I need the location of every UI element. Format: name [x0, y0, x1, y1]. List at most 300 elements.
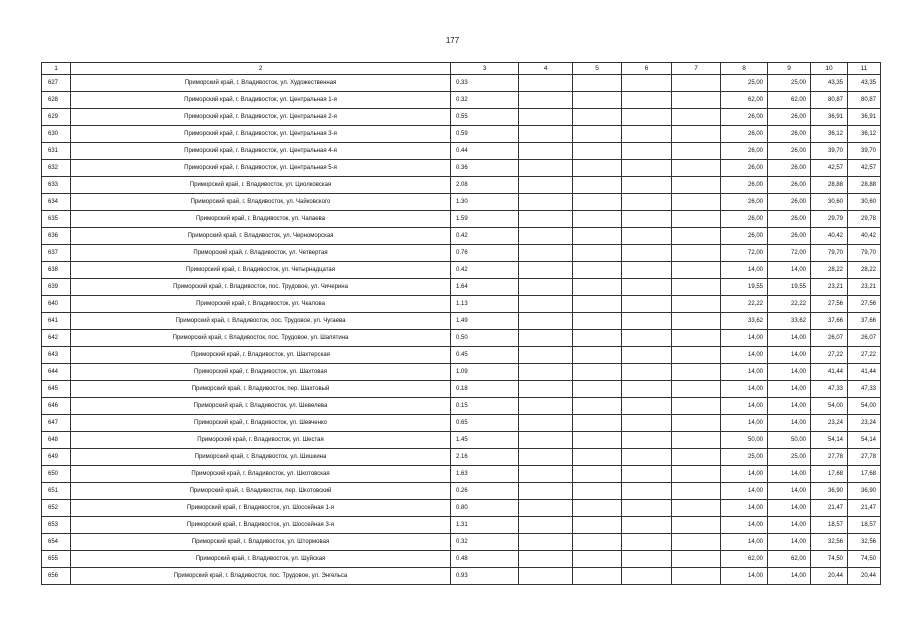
column-header-4: 4 — [519, 63, 573, 75]
value-col11: 32,56 — [848, 534, 881, 551]
table-row — [42, 432, 881, 449]
address-cell: Приморский край, г. Владивосток, ул. Центральная 4-я — [71, 143, 451, 160]
empty-col7 — [672, 177, 721, 194]
empty-col5 — [573, 364, 622, 381]
row-number: 656 — [42, 568, 71, 585]
empty-col4 — [519, 381, 573, 398]
empty-col5 — [573, 381, 622, 398]
empty-col5 — [573, 245, 622, 262]
empty-col6 — [622, 211, 672, 228]
value-col8: 33,62 — [721, 313, 768, 330]
value-col3: 0.55 — [451, 109, 519, 126]
value-col3: 0.42 — [451, 262, 519, 279]
value-col10: 43,35 — [811, 75, 848, 92]
address-cell: Приморский край, г. Владивосток, ул. Штормовая — [71, 534, 451, 551]
value-col11: 37,66 — [848, 313, 881, 330]
value-col3: 0.76 — [451, 245, 519, 262]
empty-col6 — [622, 347, 672, 364]
empty-col4 — [519, 483, 573, 500]
address-cell: Приморский край, г. Владивосток, ул. Шестая — [71, 432, 451, 449]
value-col8: 26,00 — [721, 228, 768, 245]
value-col9: 14,00 — [768, 381, 811, 398]
table-row — [42, 126, 881, 143]
address-cell: Приморский край, г. Владивосток, ул. Шишкина — [71, 449, 451, 466]
table-row — [42, 517, 881, 534]
row-number: 640 — [42, 296, 71, 313]
address-cell: Приморский край, г. Владивосток, ул. Художественная — [71, 75, 451, 92]
value-col10: 37,66 — [811, 313, 848, 330]
empty-col4 — [519, 517, 573, 534]
value-col10: 26,07 — [811, 330, 848, 347]
value-col3: 2.16 — [451, 449, 519, 466]
table-row — [42, 143, 881, 160]
value-col11: 20,44 — [848, 568, 881, 585]
value-col11: 54,00 — [848, 398, 881, 415]
value-col11: 28,88 — [848, 177, 881, 194]
value-col8: 26,00 — [721, 126, 768, 143]
value-col10: 28,22 — [811, 262, 848, 279]
table-row — [42, 75, 881, 92]
value-col8: 72,00 — [721, 245, 768, 262]
empty-col4 — [519, 466, 573, 483]
value-col3: 0.15 — [451, 398, 519, 415]
column-header-10: 10 — [811, 63, 848, 75]
value-col11: 47,33 — [848, 381, 881, 398]
value-col10: 17,68 — [811, 466, 848, 483]
empty-col5 — [573, 483, 622, 500]
value-col11: 23,21 — [848, 279, 881, 296]
row-number: 643 — [42, 347, 71, 364]
empty-col4 — [519, 194, 573, 211]
empty-col4 — [519, 75, 573, 92]
value-col10: 41,44 — [811, 364, 848, 381]
value-col9: 22,22 — [768, 296, 811, 313]
empty-col5 — [573, 551, 622, 568]
address-cell: Приморский край, г. Владивосток, ул. Шевелева — [71, 398, 451, 415]
empty-col6 — [622, 483, 672, 500]
value-col3: 1.49 — [451, 313, 519, 330]
table-row — [42, 483, 881, 500]
row-number: 655 — [42, 551, 71, 568]
value-col11: 40,42 — [848, 228, 881, 245]
value-col9: 26,00 — [768, 160, 811, 177]
value-col10: 29,79 — [811, 211, 848, 228]
table-row — [42, 534, 881, 551]
value-col10: 36,90 — [811, 483, 848, 500]
value-col11: 42,57 — [848, 160, 881, 177]
value-col10: 30,60 — [811, 194, 848, 211]
value-col3: 1.45 — [451, 432, 519, 449]
empty-col5 — [573, 109, 622, 126]
empty-col7 — [672, 415, 721, 432]
address-cell: Приморский край, г. Владивосток, пер. Шахтовый — [71, 381, 451, 398]
table-row — [42, 262, 881, 279]
table-row — [42, 109, 881, 126]
value-col11: 41,44 — [848, 364, 881, 381]
value-col8: 25,00 — [721, 449, 768, 466]
value-col10: 20,44 — [811, 568, 848, 585]
row-number: 639 — [42, 279, 71, 296]
value-col8: 62,00 — [721, 551, 768, 568]
empty-col4 — [519, 296, 573, 313]
value-col11: 36,12 — [848, 126, 881, 143]
address-cell: Приморский край, г. Владивосток, ул. Шоссейная 1-я — [71, 500, 451, 517]
value-col8: 14,00 — [721, 330, 768, 347]
empty-col7 — [672, 143, 721, 160]
value-col11: 17,68 — [848, 466, 881, 483]
table-row — [42, 177, 881, 194]
table-row — [42, 92, 881, 109]
empty-col4 — [519, 534, 573, 551]
row-number: 650 — [42, 466, 71, 483]
empty-col7 — [672, 194, 721, 211]
row-number: 645 — [42, 381, 71, 398]
value-col10: 21,47 — [811, 500, 848, 517]
row-number: 637 — [42, 245, 71, 262]
value-col10: 36,91 — [811, 109, 848, 126]
value-col11: 21,47 — [848, 500, 881, 517]
empty-col6 — [622, 126, 672, 143]
empty-col5 — [573, 75, 622, 92]
value-col3: 0.59 — [451, 126, 519, 143]
empty-col5 — [573, 279, 622, 296]
value-col3: 1.64 — [451, 279, 519, 296]
value-col8: 14,00 — [721, 262, 768, 279]
value-col8: 26,00 — [721, 177, 768, 194]
table-row — [42, 330, 881, 347]
row-number: 633 — [42, 177, 71, 194]
table-row — [42, 398, 881, 415]
address-cell: Приморский край, г. Владивосток, ул. Центральная 5-я — [71, 160, 451, 177]
value-col8: 14,00 — [721, 568, 768, 585]
value-col10: 40,42 — [811, 228, 848, 245]
value-col8: 14,00 — [721, 500, 768, 517]
empty-col4 — [519, 568, 573, 585]
address-cell: Приморский край, г. Владивосток, пос. Трудовое, ул. Энгельса — [71, 568, 451, 585]
table-row — [42, 500, 881, 517]
value-col9: 50,00 — [768, 432, 811, 449]
value-col10: 27,22 — [811, 347, 848, 364]
value-col9: 26,00 — [768, 177, 811, 194]
empty-col6 — [622, 381, 672, 398]
value-col9: 26,00 — [768, 194, 811, 211]
row-number: 649 — [42, 449, 71, 466]
empty-col7 — [672, 330, 721, 347]
empty-col5 — [573, 126, 622, 143]
value-col8: 26,00 — [721, 211, 768, 228]
value-col10: 36,12 — [811, 126, 848, 143]
empty-col4 — [519, 245, 573, 262]
value-col3: 0.50 — [451, 330, 519, 347]
value-col3: 0.44 — [451, 143, 519, 160]
value-col11: 27,78 — [848, 449, 881, 466]
value-col8: 22,22 — [721, 296, 768, 313]
address-cell: Приморский край, г. Владивосток, ул. Шкотовская — [71, 466, 451, 483]
empty-col6 — [622, 534, 672, 551]
empty-col7 — [672, 296, 721, 313]
value-col3: 0.32 — [451, 92, 519, 109]
value-col11: 79,70 — [848, 245, 881, 262]
empty-col7 — [672, 347, 721, 364]
empty-col5 — [573, 313, 622, 330]
value-col11: 36,91 — [848, 109, 881, 126]
empty-col4 — [519, 211, 573, 228]
empty-col5 — [573, 177, 622, 194]
row-number: 646 — [42, 398, 71, 415]
empty-col5 — [573, 432, 622, 449]
row-number: 631 — [42, 143, 71, 160]
empty-col6 — [622, 177, 672, 194]
column-header-1: 1 — [42, 63, 71, 75]
empty-col5 — [573, 347, 622, 364]
value-col9: 14,00 — [768, 517, 811, 534]
value-col3: 1.09 — [451, 364, 519, 381]
row-number: 653 — [42, 517, 71, 534]
value-col3: 1.13 — [451, 296, 519, 313]
table-row — [42, 160, 881, 177]
row-number: 647 — [42, 415, 71, 432]
column-header-9: 9 — [768, 63, 811, 75]
row-number: 632 — [42, 160, 71, 177]
empty-col6 — [622, 449, 672, 466]
empty-col7 — [672, 381, 721, 398]
value-col9: 26,00 — [768, 211, 811, 228]
data-table — [41, 62, 881, 585]
address-cell: Приморский край, г. Владивосток, ул. Чайковского — [71, 194, 451, 211]
row-number: 630 — [42, 126, 71, 143]
empty-col7 — [672, 126, 721, 143]
table-row — [42, 381, 881, 398]
address-cell: Приморский край, г. Владивосток, ул. Черноморская — [71, 228, 451, 245]
value-col10: 74,50 — [811, 551, 848, 568]
value-col9: 26,00 — [768, 109, 811, 126]
value-col9: 14,00 — [768, 347, 811, 364]
address-cell: Приморский край, г. Владивосток, ул. Чкалова — [71, 296, 451, 313]
value-col10: 80,87 — [811, 92, 848, 109]
value-col3: 0.33 — [451, 75, 519, 92]
value-col8: 14,00 — [721, 415, 768, 432]
value-col9: 62,00 — [768, 551, 811, 568]
row-number: 654 — [42, 534, 71, 551]
value-col8: 50,00 — [721, 432, 768, 449]
page-number: 177 — [445, 36, 460, 45]
table-row — [42, 194, 881, 211]
empty-col6 — [622, 194, 672, 211]
address-cell: Приморский край, г. Владивосток, ул. Шахтовая — [71, 364, 451, 381]
value-col10: 47,33 — [811, 381, 848, 398]
value-col9: 14,00 — [768, 534, 811, 551]
row-number: 648 — [42, 432, 71, 449]
value-col11: 80,87 — [848, 92, 881, 109]
empty-col5 — [573, 262, 622, 279]
empty-col4 — [519, 364, 573, 381]
column-header-7: 7 — [672, 63, 721, 75]
value-col8: 26,00 — [721, 143, 768, 160]
table-row — [42, 449, 881, 466]
table-row — [42, 415, 881, 432]
value-col10: 27,56 — [811, 296, 848, 313]
value-col3: 1.59 — [451, 211, 519, 228]
empty-col4 — [519, 551, 573, 568]
empty-col6 — [622, 75, 672, 92]
header-row — [42, 63, 881, 75]
value-col9: 26,00 — [768, 228, 811, 245]
row-number: 636 — [42, 228, 71, 245]
table-row — [42, 296, 881, 313]
empty-col5 — [573, 568, 622, 585]
empty-col7 — [672, 517, 721, 534]
row-number: 651 — [42, 483, 71, 500]
empty-col4 — [519, 347, 573, 364]
empty-col4 — [519, 398, 573, 415]
value-col9: 19,55 — [768, 279, 811, 296]
value-col11: 27,56 — [848, 296, 881, 313]
value-col11: 28,22 — [848, 262, 881, 279]
row-number: 638 — [42, 262, 71, 279]
value-col3: 1.63 — [451, 466, 519, 483]
empty-col7 — [672, 160, 721, 177]
value-col9: 14,00 — [768, 466, 811, 483]
empty-col6 — [622, 364, 672, 381]
address-cell: Приморский край, г. Владивосток, пер. Шкотовский — [71, 483, 451, 500]
value-col3: 0.65 — [451, 415, 519, 432]
empty-col7 — [672, 75, 721, 92]
column-header-8: 8 — [721, 63, 768, 75]
empty-col7 — [672, 466, 721, 483]
empty-col4 — [519, 160, 573, 177]
empty-col7 — [672, 262, 721, 279]
empty-col5 — [573, 296, 622, 313]
value-col8: 14,00 — [721, 381, 768, 398]
value-col11: 18,57 — [848, 517, 881, 534]
value-col3: 0.32 — [451, 534, 519, 551]
empty-col6 — [622, 432, 672, 449]
value-col9: 14,00 — [768, 398, 811, 415]
value-col9: 14,00 — [768, 483, 811, 500]
value-col3: 0.26 — [451, 483, 519, 500]
value-col9: 25,00 — [768, 75, 811, 92]
value-col9: 14,00 — [768, 262, 811, 279]
value-col8: 14,00 — [721, 398, 768, 415]
address-cell: Приморский край, г. Владивосток, ул. Шахтерская — [71, 347, 451, 364]
value-col11: 43,35 — [848, 75, 881, 92]
value-col8: 14,00 — [721, 534, 768, 551]
table-body — [42, 75, 881, 585]
empty-col4 — [519, 449, 573, 466]
empty-col7 — [672, 211, 721, 228]
empty-col4 — [519, 262, 573, 279]
empty-col4 — [519, 92, 573, 109]
address-cell: Приморский край, г. Владивосток, ул. Центральная 3-я — [71, 126, 451, 143]
empty-col5 — [573, 228, 622, 245]
value-col10: 79,70 — [811, 245, 848, 262]
value-col10: 18,57 — [811, 517, 848, 534]
address-cell: Приморский край, г. Владивосток, ул. Четырнадцатая — [71, 262, 451, 279]
value-col11: 27,22 — [848, 347, 881, 364]
value-col3: 1.31 — [451, 517, 519, 534]
value-col9: 14,00 — [768, 568, 811, 585]
empty-col6 — [622, 500, 672, 517]
empty-col7 — [672, 500, 721, 517]
value-col11: 30,60 — [848, 194, 881, 211]
value-col11: 23,24 — [848, 415, 881, 432]
empty-col7 — [672, 92, 721, 109]
address-cell: Приморский край, г. Владивосток, ул. Чапаева — [71, 211, 451, 228]
table-row — [42, 211, 881, 228]
row-number: 628 — [42, 92, 71, 109]
empty-col6 — [622, 466, 672, 483]
table-row — [42, 347, 881, 364]
value-col3: 0.42 — [451, 228, 519, 245]
empty-col6 — [622, 109, 672, 126]
empty-col6 — [622, 245, 672, 262]
empty-col7 — [672, 109, 721, 126]
row-number: 629 — [42, 109, 71, 126]
row-number: 644 — [42, 364, 71, 381]
row-number: 652 — [42, 500, 71, 517]
value-col11: 39,70 — [848, 143, 881, 160]
value-col3: 0.18 — [451, 381, 519, 398]
column-header-6: 6 — [622, 63, 672, 75]
value-col11: 26,07 — [848, 330, 881, 347]
empty-col6 — [622, 92, 672, 109]
value-col3: 0.36 — [451, 160, 519, 177]
empty-col5 — [573, 92, 622, 109]
empty-col7 — [672, 398, 721, 415]
value-col8: 25,00 — [721, 75, 768, 92]
value-col9: 14,00 — [768, 500, 811, 517]
address-cell: Приморский край, г. Владивосток, ул. Четвертая — [71, 245, 451, 262]
value-col9: 25,00 — [768, 449, 811, 466]
table-row — [42, 466, 881, 483]
value-col11: 54,14 — [848, 432, 881, 449]
value-col8: 26,00 — [721, 160, 768, 177]
value-col8: 26,00 — [721, 109, 768, 126]
column-header-3: 3 — [451, 63, 519, 75]
empty-col5 — [573, 160, 622, 177]
empty-col7 — [672, 483, 721, 500]
row-number: 641 — [42, 313, 71, 330]
value-col10: 23,24 — [811, 415, 848, 432]
column-header-11: 11 — [848, 63, 881, 75]
empty-col5 — [573, 415, 622, 432]
value-col3: 0.45 — [451, 347, 519, 364]
value-col8: 14,00 — [721, 347, 768, 364]
empty-col4 — [519, 228, 573, 245]
address-cell: Приморский край, г. Владивосток, пос. Трудовое, ул. Чичерина — [71, 279, 451, 296]
value-col10: 28,88 — [811, 177, 848, 194]
empty-col4 — [519, 432, 573, 449]
empty-col4 — [519, 143, 573, 160]
value-col3: 1.30 — [451, 194, 519, 211]
value-col9: 14,00 — [768, 364, 811, 381]
empty-col5 — [573, 211, 622, 228]
empty-col6 — [622, 160, 672, 177]
empty-col5 — [573, 449, 622, 466]
value-col11: 36,90 — [848, 483, 881, 500]
table-row — [42, 245, 881, 262]
column-header-5: 5 — [573, 63, 622, 75]
column-header-2: 2 — [71, 63, 451, 75]
address-cell: Приморский край, г. Владивосток, ул. Шевченко — [71, 415, 451, 432]
table-row — [42, 313, 881, 330]
empty-col5 — [573, 194, 622, 211]
value-col10: 54,14 — [811, 432, 848, 449]
value-col8: 19,55 — [721, 279, 768, 296]
empty-col7 — [672, 534, 721, 551]
table-row — [42, 279, 881, 296]
value-col9: 33,62 — [768, 313, 811, 330]
